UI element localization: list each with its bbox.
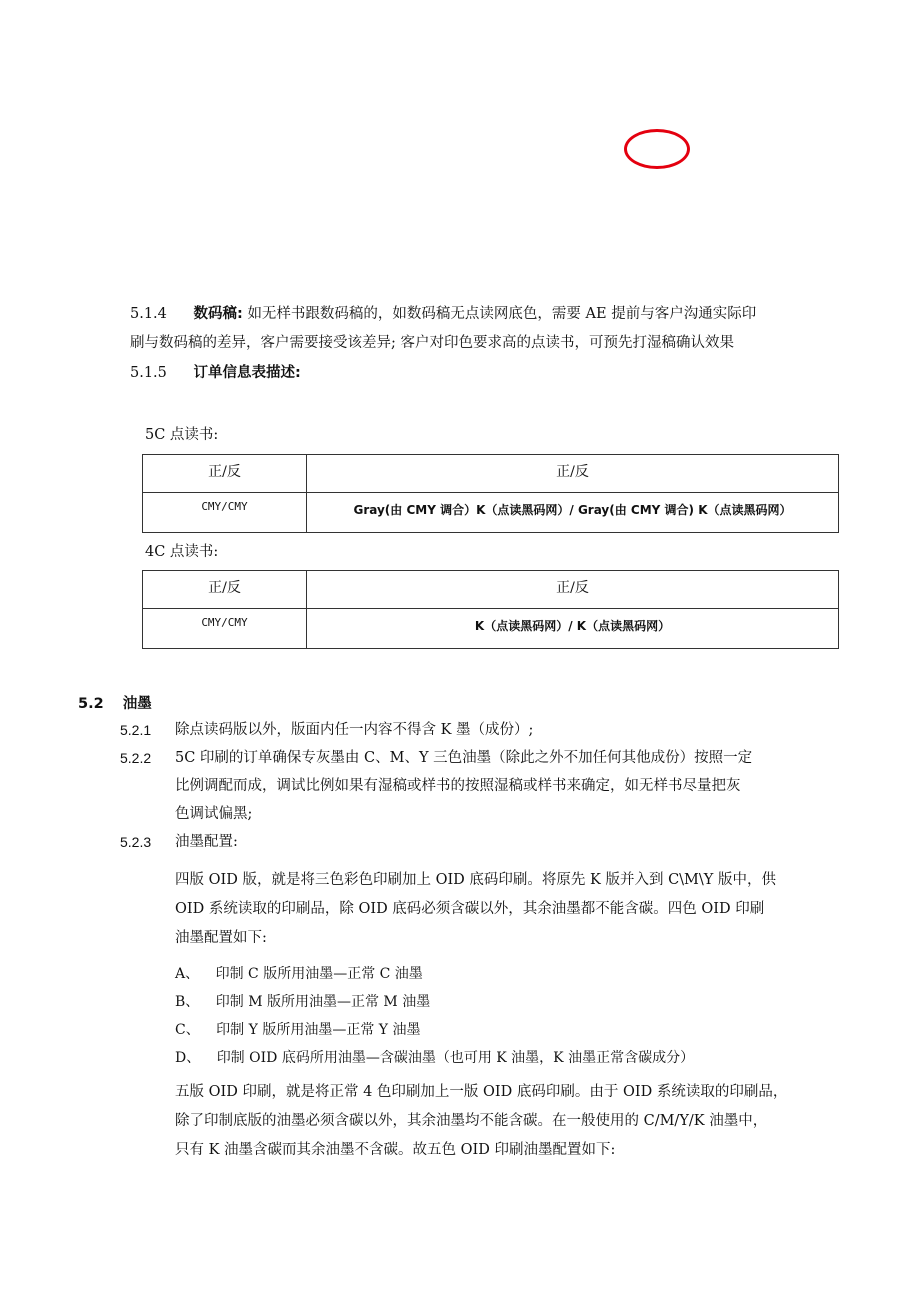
section-number: 5.2 <box>78 696 104 712</box>
list-marker: C、 <box>175 1022 200 1038</box>
section-title: 油墨配置: <box>175 834 238 850</box>
paragraph-line: 五版 OID 印刷，就是将正常 4 色印刷加上一版 OID 底码印刷。由于 OID 系统读取的印刷品， <box>175 1084 788 1100</box>
section-text-line: 除点读码版以外，版面内任一内容不得含 K 墨（成份）; <box>175 722 534 738</box>
section-number: 5.2.1 <box>120 722 152 738</box>
table-header-cell: 正/反 <box>307 571 839 609</box>
section-text-line: 色调试偏黑; <box>175 806 253 822</box>
paragraph-line: 除了印制底版的油墨必须含碳以外，其余油墨均不能含碳。在一般使用的 C/M/Y/K 油墨中， <box>175 1113 768 1129</box>
section-title: 数码稿: <box>193 306 243 322</box>
list-marker: B、 <box>175 994 200 1010</box>
table-caption-5c: 5C 点读书: <box>145 427 219 443</box>
list-item <box>175 991 430 1011</box>
list-text: 印制 Y 版所用油墨—正常 Y 油墨 <box>216 1022 421 1038</box>
order-table-5c <box>142 454 839 533</box>
section-number: 5.2.2 <box>120 750 152 766</box>
list-text: 印制 C 版所用油墨—正常 C 油墨 <box>215 966 423 982</box>
table-header-row <box>143 571 839 609</box>
table-header-cell: 正/反 <box>307 455 839 493</box>
list-item <box>175 1047 694 1067</box>
order-table-4c <box>142 570 839 649</box>
list-text: 印制 M 版所用油墨—正常 M 油墨 <box>215 994 431 1010</box>
list-item <box>175 1019 420 1039</box>
section-number: 5.1.4 <box>130 306 167 322</box>
red-ellipse-annotation <box>624 129 690 169</box>
paragraph-line: 四版 OID 版，就是将三色彩色印刷加上 OID 底码印刷。将原先 K 版并入到 C\M\Y 版中，供 <box>175 872 776 888</box>
paragraph-line: OID 系统读取的印刷品，除 OID 底码必须含碳以外，其余油墨都不能含碳。四色 OID 印刷 <box>175 901 765 917</box>
section-text-line: 比例调配而成，调试比例如果有湿稿或样书的按照湿稿或样书来确定，如无样书尽量把灰 <box>175 778 741 794</box>
list-item <box>175 963 423 983</box>
section-5-2-heading <box>78 692 152 713</box>
table-row <box>143 493 839 533</box>
section-number: 5.1.5 <box>130 365 167 381</box>
table-cell: K（点读黑码网）/ K（点读黑码网） <box>307 609 839 649</box>
section-5-1-4 <box>130 302 756 323</box>
table-cell: CMY/CMY <box>143 609 307 649</box>
section-title: 油墨 <box>122 696 152 712</box>
table-cell: Gray(由 CMY 调合）K（点读黑码网）/ Gray(由 CMY 调合) K（点读黑码网） <box>307 493 839 533</box>
paragraph-line: 只有 K 油墨含碳而其余油墨不含碳。故五色 OID 印刷油墨配置如下: <box>175 1142 616 1158</box>
section-text-line: 5C 印刷的订单确保专灰墨由 C、M、Y 三色油墨（除此之外不加任何其他成份）按照一定 <box>175 750 753 766</box>
table-caption-4c: 4C 点读书: <box>145 544 219 560</box>
section-title: 订单信息表描述: <box>193 365 301 381</box>
list-text: 印制 OID 底码所用油墨—含碳油墨（也可用 K 油墨，K 油墨正常含碳成分） <box>216 1050 695 1066</box>
section-number: 5.2.3 <box>120 834 152 850</box>
table-header-cell: 正/反 <box>143 571 307 609</box>
table-header-row <box>143 455 839 493</box>
table-header-cell: 正/反 <box>143 455 307 493</box>
paragraph-line: 油墨配置如下: <box>175 930 267 946</box>
section-text-line: 刷与数码稿的差异，客户需要接受该差异; 客户对印色要求高的点读书，可预先打湿稿确认效果 <box>130 335 734 351</box>
list-marker: A、 <box>175 966 200 982</box>
list-marker: D、 <box>175 1050 201 1066</box>
section-text-line: 如无样书跟数码稿的，如数码稿无点读网底色，需要 AE 提前与客户沟通实际印 <box>247 306 757 322</box>
table-cell: CMY/CMY <box>143 493 307 533</box>
section-5-1-5 <box>130 361 301 382</box>
table-row <box>143 609 839 649</box>
